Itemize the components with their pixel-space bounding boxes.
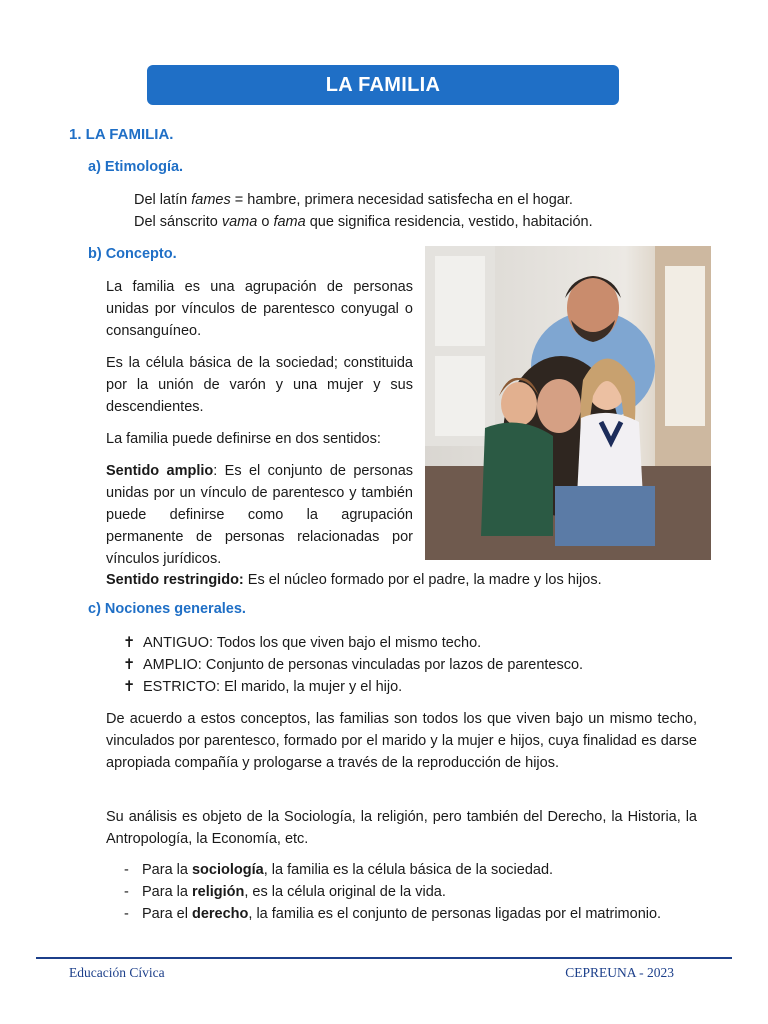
sentido-restringido-paragraph (106, 569, 706, 591)
cross-bullet-icon: ✝ (123, 679, 136, 695)
footer-right: CEPREUNA - 2023 (565, 965, 674, 980)
dash-bullet: - (124, 884, 129, 900)
text-segment: , es la célula original de la vida. (244, 884, 446, 900)
list-item (124, 903, 724, 925)
discipline-name: religión (191, 884, 245, 900)
text-segment: Para la (142, 862, 192, 878)
text-segment: Del sánscrito (134, 214, 222, 230)
sentido-amplio-paragraph (106, 460, 413, 570)
etimologia-line-1 (134, 189, 573, 211)
nociones-heading: c) Nociones generales. (88, 601, 246, 617)
concepto-paragraph-3: La familia puede definirse en dos sentidos: (106, 431, 381, 447)
dash-bullet: - (124, 862, 129, 878)
text-segment: que significa residencia, vestido, habitación. (305, 214, 593, 230)
list-item (124, 859, 724, 881)
concepto-paragraph-2: Es la célula básica de la sociedad; constituida por la unión de varón y una mujer y sus descendientes. (106, 355, 413, 415)
footer-divider (36, 957, 732, 959)
sanskrit-word: fama (273, 214, 306, 230)
cross-bullet-icon: ✝ (123, 657, 136, 673)
text-segment: o (257, 214, 274, 230)
sanskrit-word: vama (221, 214, 258, 230)
nociones-paragraph-1: De acuerdo a estos conceptos, las familias son todos los que viven bajo un mismo techo, vinculados por parentesco, formado por el marido y la mujer e hijos, cuya finalidad es darse apropiada compañía y prologarse a través de la reproducción de hijos. (106, 711, 697, 771)
list-item (123, 654, 583, 676)
list-item-text (142, 881, 446, 903)
list-item (123, 676, 583, 698)
text-segment: = hambre, primera necesidad satisfecha en el hogar. (230, 192, 573, 208)
list-item (124, 881, 724, 903)
page-title-banner (147, 65, 619, 105)
text-segment: , la familia es el conjunto de personas ligadas por el matrimonio. (248, 906, 662, 922)
list-item-text (142, 859, 553, 881)
latin-word: fames (191, 192, 231, 208)
page-title: LA FAMILIA (325, 73, 441, 96)
disciplines-list (124, 859, 724, 925)
family-photo (425, 246, 711, 560)
sentido-amplio-text: : Es el conjunto de personas unidas por un vínculo de parentesco y también puede definirse como la agrupación permanente de personas relacionadas por vínculos jurídicos. (106, 463, 414, 567)
etimologia-heading: a) Etimología. (88, 159, 184, 175)
list-item-text: ESTRICTO: El marido, la mujer y el hijo. (143, 679, 403, 695)
concepto-heading: b) Concepto. (88, 246, 177, 262)
cross-bullet-icon: ✝ (123, 635, 136, 651)
list-item (123, 632, 583, 654)
text-segment: Para el (142, 906, 192, 922)
text-segment: , la familia es la célula básica de la sociedad. (263, 862, 554, 878)
dash-bullet: - (124, 906, 129, 922)
list-item-text: ANTIGUO: Todos los que viven bajo el mismo techo. (143, 635, 482, 651)
list-item-text (142, 903, 661, 925)
etimologia-line-2 (134, 211, 593, 233)
nociones-paragraph-2: Su análisis es objeto de la Sociología, la religión, pero también del Derecho, la Historia, la Antropología, la Economía, etc. (106, 809, 697, 847)
sentido-restringido-text: Es el núcleo formado por el padre, la madre y los hijos. (243, 572, 602, 588)
text-segment: Para la (142, 884, 192, 900)
list-item-text: AMPLIO: Conjunto de personas vinculadas por lazos de parentesco. (143, 657, 584, 673)
concepto-paragraph-1: La familia es una agrupación de personas unidas por vínculos de parentesco conyugal o consanguíneo. (106, 279, 413, 339)
discipline-name: sociología (191, 862, 264, 878)
sentido-amplio-label: Sentido amplio (106, 463, 214, 479)
nociones-list (123, 632, 583, 698)
text-segment: Del latín (134, 192, 192, 208)
discipline-name: derecho (191, 906, 249, 922)
sentido-restringido-label: Sentido restringido: (106, 572, 244, 588)
footer-left: Educación Cívica (69, 965, 165, 980)
section-heading: 1. LA FAMILIA. (69, 126, 174, 143)
